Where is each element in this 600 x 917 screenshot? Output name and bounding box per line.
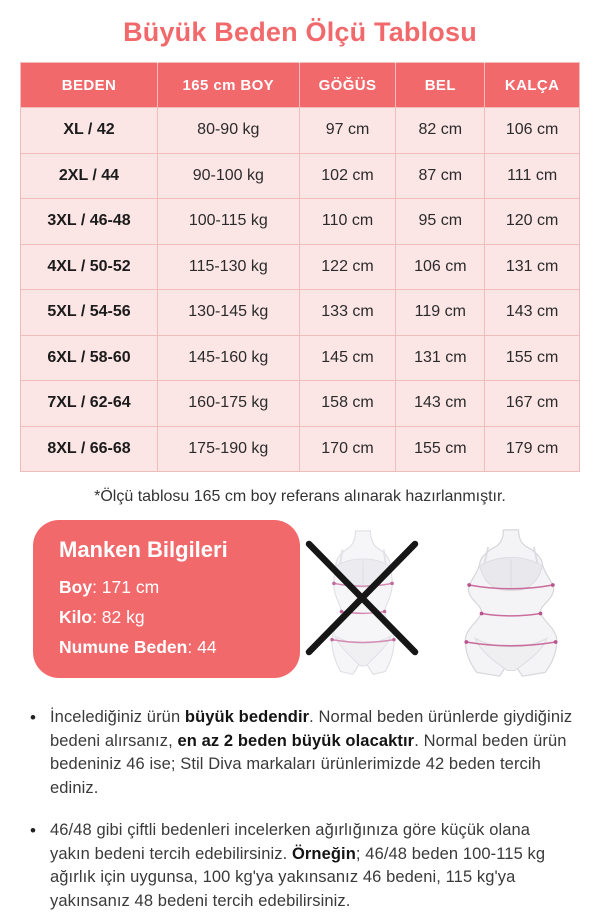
cell-waist: 119 cm (396, 290, 485, 336)
header-cell-beden: BEDEN (21, 63, 158, 108)
cell-size: 8XL / 66-68 (21, 426, 158, 472)
table-row (21, 335, 580, 381)
note-item (30, 819, 574, 913)
bullet-icon: • (30, 821, 36, 840)
header-cell-boy: 165 cm BOY (157, 63, 299, 108)
cell-weight: 175-190 kg (157, 426, 299, 472)
size-chart-page (0, 17, 600, 917)
cell-waist: 106 cm (396, 244, 485, 290)
cell-bust: 110 cm (299, 199, 396, 245)
cell-size: 3XL / 46-48 (21, 199, 158, 245)
table-row (21, 381, 580, 427)
model-info-title: Manken Bilgileri (59, 537, 228, 562)
notes-list (30, 706, 574, 913)
cell-bust: 170 cm (299, 426, 396, 472)
model-sample-size-label: Numune Beden (59, 637, 188, 657)
model-weight-field (59, 602, 274, 632)
cell-size: 6XL / 58-60 (21, 335, 158, 381)
note-text: İncelediğiniz ürün büyük bedendir. Normal beden ürünlerde giydiğiniz bedeni alırsanız, en az 2 beden büyük olacaktır. Normal beden ürün bedeniniz 46 ise; Stil Diva markaları ürünlerimizde 42 beden tercih ediniz. (50, 708, 573, 797)
cell-bust: 102 cm (299, 153, 396, 199)
cell-hip: 111 cm (485, 153, 580, 199)
bullet-icon: • (30, 708, 36, 727)
cell-bust: 122 cm (299, 244, 396, 290)
cell-size: 4XL / 50-52 (21, 244, 158, 290)
cell-weight: 145-160 kg (157, 335, 299, 381)
model-section (20, 520, 580, 680)
cell-waist: 143 cm (396, 381, 485, 427)
table-row (21, 199, 580, 245)
cell-waist: 82 cm (396, 108, 485, 154)
table-row (21, 244, 580, 290)
cell-weight: 160-175 kg (157, 381, 299, 427)
cell-weight: 90-100 kg (157, 153, 299, 199)
correct-fit-figure (453, 528, 569, 680)
size-table-header (21, 63, 580, 108)
size-table (20, 62, 580, 472)
model-height-label: Boy (59, 577, 93, 597)
table-footnote: *Ölçü tablosu 165 cm boy referans alınarak hazırlanmıştır. (94, 488, 506, 505)
cell-bust: 97 cm (299, 108, 396, 154)
fit-comparison-figures (300, 520, 580, 680)
wrong-fit-figure (311, 529, 415, 679)
cell-bust: 158 cm (299, 381, 396, 427)
size-table-body (21, 108, 580, 472)
cell-weight: 80-90 kg (157, 108, 299, 154)
cell-size: 2XL / 44 (21, 153, 158, 199)
cell-weight: 130-145 kg (157, 290, 299, 336)
plus-size-body-figure-icon (453, 528, 569, 680)
cell-hip: 179 cm (485, 426, 580, 472)
cell-weight: 115-130 kg (157, 244, 299, 290)
note-text: 46/48 gibi çiftli bedenleri incelerken ağırlığınıza göre küçük olana yakın bedeni tercih edebilirsiniz. Örneğin; 46/48 beden 100-115 kg ağırlık için uygunsa, 100 kg'ya yakınsanız 46 bedeni, 115 kg'ya yakınsanız 48 bedeni tercih edebilirsiniz. (50, 821, 546, 910)
cell-size: 5XL / 54-56 (21, 290, 158, 336)
cell-waist: 155 cm (396, 426, 485, 472)
separator: : (187, 637, 198, 657)
cell-bust: 145 cm (299, 335, 396, 381)
cell-hip: 167 cm (485, 381, 580, 427)
cell-waist: 87 cm (396, 153, 485, 199)
separator: : (92, 607, 102, 627)
header-cell-kalca: KALÇA (485, 63, 580, 108)
cell-waist: 131 cm (396, 335, 485, 381)
note-item (30, 706, 574, 800)
page-title: Büyük Beden Ölçü Tablosu (123, 17, 477, 47)
cell-size: XL / 42 (21, 108, 158, 154)
cell-size: 7XL / 62-64 (21, 381, 158, 427)
cell-hip: 106 cm (485, 108, 580, 154)
model-weight-label: Kilo (59, 607, 93, 627)
header-row (21, 63, 580, 108)
cell-weight: 100-115 kg (157, 199, 299, 245)
cell-hip: 120 cm (485, 199, 580, 245)
model-weight-value: 82 kg (101, 607, 145, 627)
model-sample-size-value: 44 (197, 637, 217, 657)
table-row (21, 108, 580, 154)
model-height-field (59, 572, 274, 602)
table-row (21, 290, 580, 336)
header-cell-bel: BEL (396, 63, 485, 108)
table-row (21, 153, 580, 199)
cell-waist: 95 cm (396, 199, 485, 245)
model-sample-size-field (59, 632, 274, 662)
cell-hip: 131 cm (485, 244, 580, 290)
header-cell-gogus: GÖĞÜS (299, 63, 396, 108)
model-height-value: 171 cm (101, 577, 160, 597)
table-row (21, 426, 580, 472)
cell-hip: 155 cm (485, 335, 580, 381)
model-info-card (33, 520, 300, 678)
separator: : (92, 577, 102, 597)
cell-bust: 133 cm (299, 290, 396, 336)
x-cross-icon (301, 537, 423, 659)
cell-hip: 143 cm (485, 290, 580, 336)
